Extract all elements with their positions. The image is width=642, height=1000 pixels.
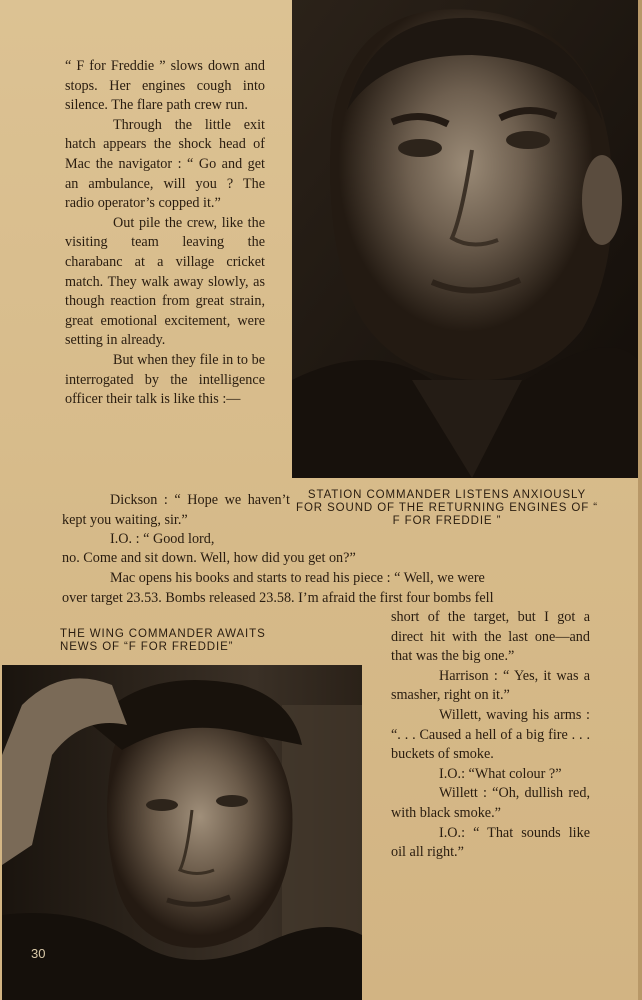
paragraph: I.O.: “What colour ?” [439, 765, 562, 782]
paragraph: I.O.: “ That sounds like oil all right.” [391, 824, 590, 861]
right-text-column [391, 608, 590, 863]
wide-text-line: over target 23.53. Bombs released 23.58. I’m afraid the first four bombs fell [62, 590, 494, 606]
paragraph: Harrison : “ Yes, it was a smasher, right on it.” [391, 667, 590, 704]
paragraph: Through the little exit hatch appears the shock head of Mac the navigator : “ Go and get an ambulance, will you ? The radio operator’s copped it.” [65, 116, 265, 212]
wing-commander-photo-image [2, 665, 362, 1000]
wide-text-line: no. Come and sit down. Well, how did you get on?” [62, 550, 356, 566]
paragraph: Dickson : “ Hope we haven’t kept you waiting, sir.” [62, 492, 290, 528]
upper-text-column [65, 57, 265, 410]
paragraph: “ F for Freddie ” slows down and stops. Her engines cough into silence. The flare path crew run. [65, 58, 265, 114]
page-edge [638, 0, 642, 1000]
paragraph: Willett, waving his arms : “. . . Caused a hell of a big fire . . . buckets of smoke. [391, 706, 590, 763]
paragraph: Out pile the crew, like the visiting team leaving the charabanc at a village cricket match. They walk away slowly, as though reaction from great strain, great emotional excitement, were setting in already. [65, 214, 265, 349]
paragraph: Willett : “Oh, dullish red, with black smoke.” [391, 785, 590, 821]
wing-commander-photo [2, 665, 362, 1000]
middle-text-column [62, 491, 290, 550]
wide-text-paragraph [62, 569, 594, 589]
station-commander-photo [292, 0, 638, 478]
station-commander-caption: STATION COMMANDER LISTENS ANXIOUSLY FOR SOUND OF THE RETURNING ENGINES OF “ F FOR FREDDIE ” [296, 489, 598, 527]
paragraph: But when they file in to be interrogated by the intelligence officer their talk is like this :— [65, 351, 265, 408]
paragraph: short of the target, but I got a direct hit with the last one—and that was the big one.” [391, 609, 590, 665]
paragraph: Mac opens his books and starts to read his piece : “ Well, we were [110, 570, 485, 586]
paragraph: I.O. : “ Good lord, [110, 531, 215, 548]
page-number: 30 [31, 946, 46, 961]
wing-commander-caption: THE WING COMMANDER AWAITS NEWS OF “F FOR FREDDIE” [60, 628, 266, 653]
station-commander-photo-image [292, 0, 638, 478]
